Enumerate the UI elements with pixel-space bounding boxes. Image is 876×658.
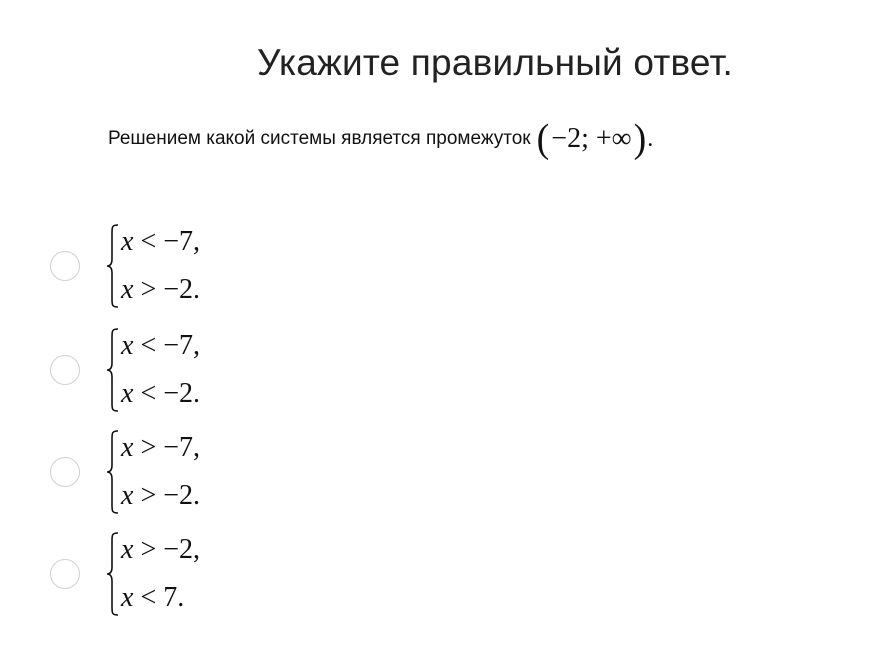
page-title: Укажите правильный ответ. xyxy=(256,42,733,83)
inequality-line: x > −2, xyxy=(121,534,201,565)
inequality-system-1 xyxy=(106,221,200,311)
curly-brace-icon xyxy=(106,531,120,617)
radio-button-3[interactable] xyxy=(50,457,80,487)
question-label: Решением какой системы является промежуток xyxy=(108,128,531,149)
interval-close-paren: ) xyxy=(633,116,647,162)
curly-brace-icon xyxy=(106,327,120,413)
answer-option-4[interactable] xyxy=(50,528,270,620)
question-text xyxy=(108,116,654,162)
inequality-line: x < −2. xyxy=(121,378,201,409)
radio-button-1[interactable] xyxy=(50,251,80,281)
answer-option-3[interactable] xyxy=(50,426,270,518)
inequality-line: x > −2. xyxy=(121,480,201,511)
answer-option-2[interactable] xyxy=(50,324,270,416)
radio-button-4[interactable] xyxy=(50,559,80,589)
inequality-line: x > −7, xyxy=(121,432,201,463)
interval-expression xyxy=(536,116,654,162)
inequality-line: x < −7, xyxy=(121,226,201,257)
inequality-line: x > −2. xyxy=(121,274,201,305)
inequality-line: x < −7, xyxy=(121,330,201,361)
inequality-system-2 xyxy=(106,325,200,415)
answer-option-1[interactable] xyxy=(50,220,270,312)
inequality-system-3 xyxy=(106,427,200,517)
inequality-system-4 xyxy=(106,529,200,619)
interval-open-paren: ( xyxy=(536,116,550,162)
curly-brace-icon xyxy=(106,223,120,309)
question-period: . xyxy=(647,125,654,152)
radio-button-2[interactable] xyxy=(50,355,80,385)
curly-brace-icon xyxy=(106,429,120,515)
inequality-line: x < 7. xyxy=(121,582,185,613)
interval-body: −2; +∞ xyxy=(551,123,632,154)
